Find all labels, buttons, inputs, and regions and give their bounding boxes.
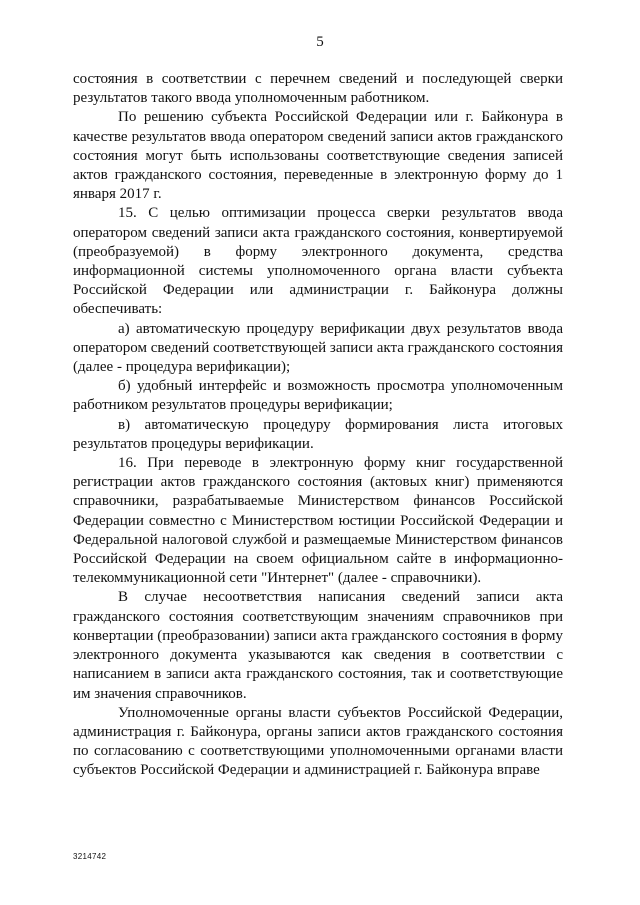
paragraph-baikonur-decision: По решению субъекта Российской Федерации или г. Байконура в качестве результатов ввода оператором сведений записи актов гражданского состояния могут быть использованы соответствующие сведения записей актов гражданского состояния, переведенные в электронную форму до 1 января 2017 г. — [73, 109, 563, 203]
paragraph-mismatch-case: В случае несоответствия написания сведений записи акта гражданского состояния соответствующим значениям справочников при конвертации (преобразовании) записи акта гражданского состояния в форму электронного документа указываются как сведения в соответствии с написанием в записи акта гражданского состояния, так и соответствующие им значения справочников. — [73, 589, 563, 702]
paragraph-item-16: 16. При переводе в электронную форму книг государственной регистрации актов гражданского состояния (актовых книг) применяются справочники, разрабатываемые Министерством финансов Российской Федерации совместно с Министерством юстиции Российской Федерации и Федеральной налоговой службой и размещаемые Министерством финансов Российской Федерации на своем официальном сайте в информационно-телекоммуникационной сети "Интернет" (далее - справочники). — [73, 455, 563, 587]
paragraph-continuation: состояния в соответствии с перечнем сведений и последующей сверки результатов такого ввода уполномоченным работником. — [73, 71, 563, 107]
paragraph-item-15-b: б) удобный интерфейс и возможность просмотра уполномоченным работником результатов процедуры верификации; — [73, 378, 563, 414]
paragraph-item-15-v: в) автоматическую процедуру формирования листа итоговых результатов процедуры верификации. — [73, 416, 563, 452]
paragraph-item-15: 15. С целью оптимизации процесса сверки результатов ввода оператором сведений записи акта гражданского состояния, конвертируемой (преобразуемой) в форму электронного документа, средства информационной системы уполномоченного органа власти субъекта Российской Федерации или администрации г. Байконура должны обеспечивать: — [73, 205, 563, 318]
page-number: 5 — [316, 34, 324, 50]
document-body — [73, 70, 563, 781]
paragraph-authorized-bodies: Уполномоченные органы власти субъектов Российской Федерации, администрация г. Байконура, органы записи актов гражданского состояния по согласованию с соответствующими уполномоченными органами власти субъектов Российской Федерации и администрацией г. Байконура вправе — [73, 704, 563, 779]
document-code: 3214742 — [73, 852, 107, 861]
paragraph-item-15-a: а) автоматическую процедуру верификации двух результатов ввода оператором сведений соответствующей записи акта гражданского состояния (далее - процедура верификации); — [73, 320, 563, 376]
